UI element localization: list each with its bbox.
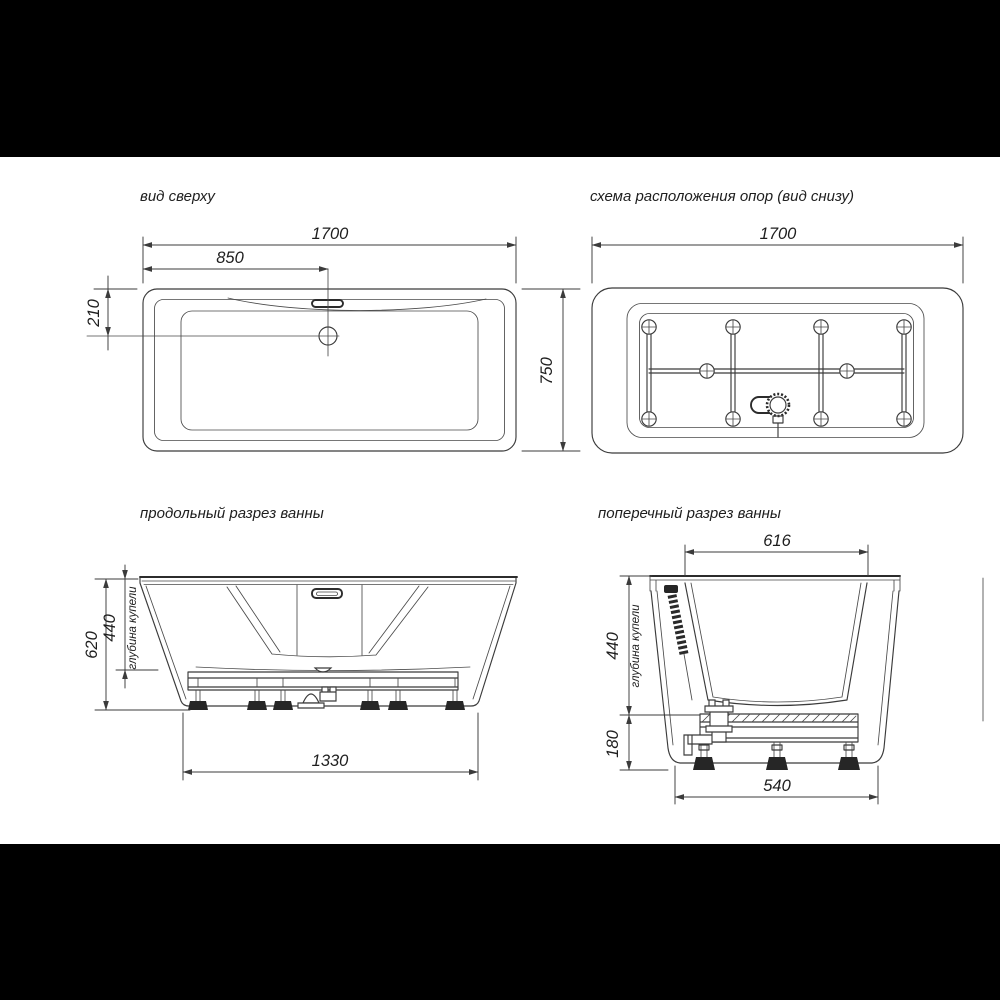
siphon-flange: [298, 703, 324, 708]
dim-label: 210: [85, 299, 103, 327]
dim-label: 750: [538, 357, 556, 385]
dim-label: 616: [763, 532, 791, 550]
bottom-black-band: [0, 844, 1000, 1000]
dim-label: 440: [101, 614, 119, 642]
dim-label: 1700: [759, 225, 797, 243]
view-cross-title: поперечный разрез ванны: [598, 505, 781, 522]
dim-label: 620: [83, 631, 101, 659]
depth-caption: глубина купели: [127, 586, 139, 670]
top-black-band: [0, 0, 1000, 157]
dim-label: 440: [604, 632, 622, 660]
dim-label: 1330: [311, 752, 349, 770]
dim-label: 180: [604, 730, 622, 758]
view-support-title: схема расположения опор (вид снизу): [590, 188, 854, 205]
view-top-title: вид сверху: [140, 188, 215, 205]
siphon-fitting: [320, 687, 336, 701]
view-longitudinal-title: продольный разрез ванны: [140, 505, 324, 522]
overflow-fitting: [664, 585, 678, 593]
dim-label: 540: [763, 777, 791, 795]
dim-label: 850: [216, 249, 244, 267]
dim-label: 1700: [311, 225, 349, 243]
depth-caption: глубина купели: [630, 604, 642, 688]
